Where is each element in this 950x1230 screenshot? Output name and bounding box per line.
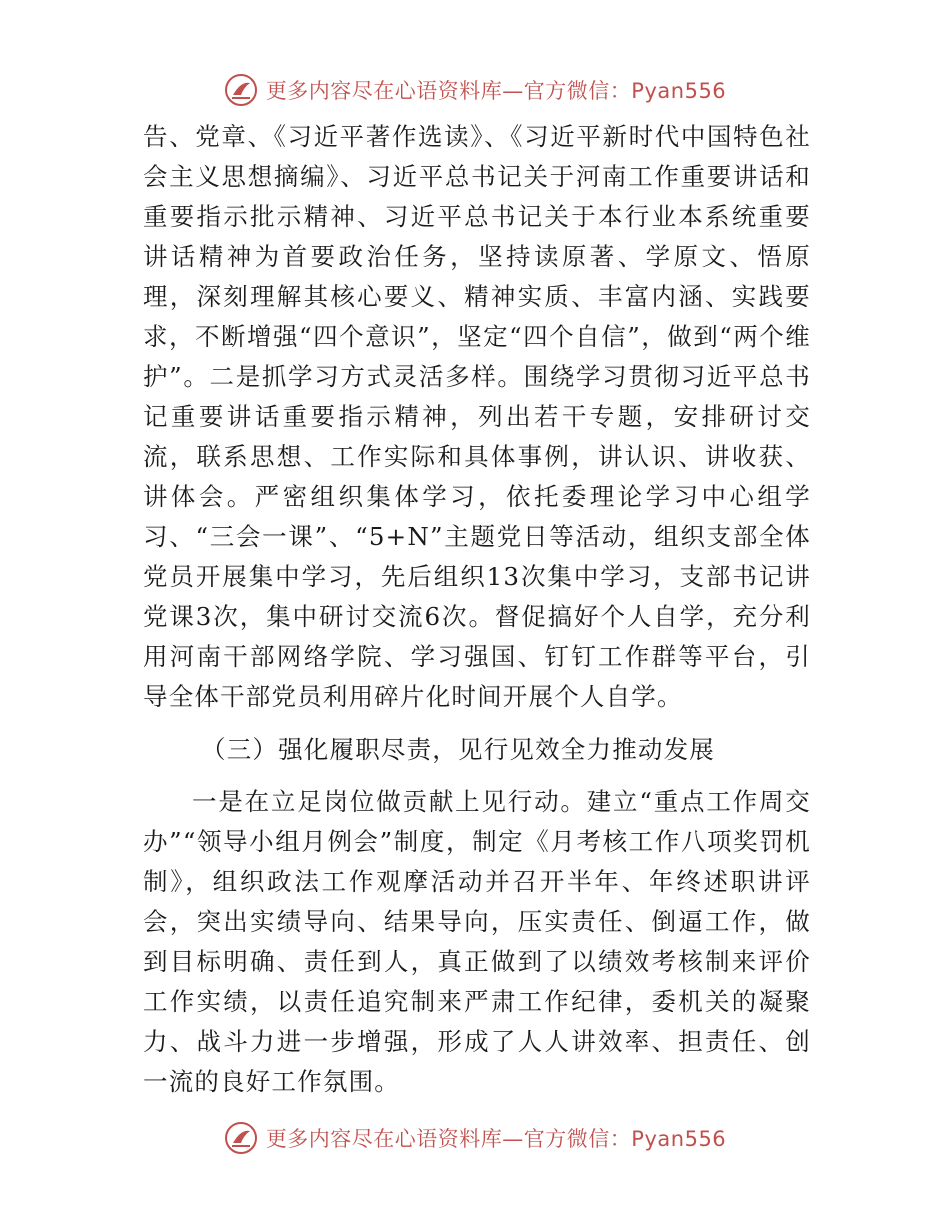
watermark-text: 更多内容尽在心语资料库—官方微信：Pyan556 <box>265 79 727 103</box>
watermark-logo-icon <box>224 1121 258 1155</box>
watermark-text: 更多内容尽在心语资料库—官方微信：Pyan556 <box>265 1127 727 1151</box>
watermark-logo-icon <box>224 73 258 107</box>
section-heading-3: （三）强化履职尽责，见行见效全力推动发展 <box>201 735 715 764</box>
document-body <box>143 117 811 1102</box>
paragraph-duty: 一是在立足岗位做贡献上见行动。建立“重点工作周交办”“领导小组月例会”制度，制定《月考核工作八项奖罚机制》，组织政法工作观摩活动并召开半年、年终述职讲评会，突出实绩导向、结果导向，压实责任、倒逼工作，做到目标明确、责任到人，真正做到了以绩效考核制来评价工作实绩，以责任追究制来严肃工作纪律，委机关的凝聚力、战斗力进一步增强，形成了人人讲效率、担责任、创一流的良好工作氛围。 <box>143 787 811 1096</box>
watermark-footer <box>0 1118 950 1158</box>
paragraph-continuation: 告、党章、《习近平著作选读》、《习近平新时代中国特色社会主义思想摘编》、习近平总书记关于河南工作重要讲话和重要指示批示精神、习近平总书记关于本行业本系统重要讲话精神为首要政治任务，坚持读原著、学原文、悟原理，深刻理解其核心要义、精神实质、丰富内涵、实践要求，不断增强“四个意识”，坚定“四个自信”，做到“两个维护”。二是抓学习方式灵活多样。围绕学习贯彻习近平总书记重要讲话重要指示精神，列出若干专题，安排研讨交流，联系思想、工作实际和具体事例，讲认识、讲收获、讲体会。严密组织集体学习，依托委理论学习中心组学习、“三会一课”、“5+N”主题党日等活动，组织支部全体党员开展集中学习，先后组织13次集中学习，支部书记讲党课3次，集中研讨交流6次。督促搞好个人自学，充分利用河南干部网络学院、学习强国、钉钉工作群等平台，引导全体干部党员利用碎片化时间开展个人自学。 <box>143 122 811 711</box>
watermark-header <box>0 70 950 110</box>
